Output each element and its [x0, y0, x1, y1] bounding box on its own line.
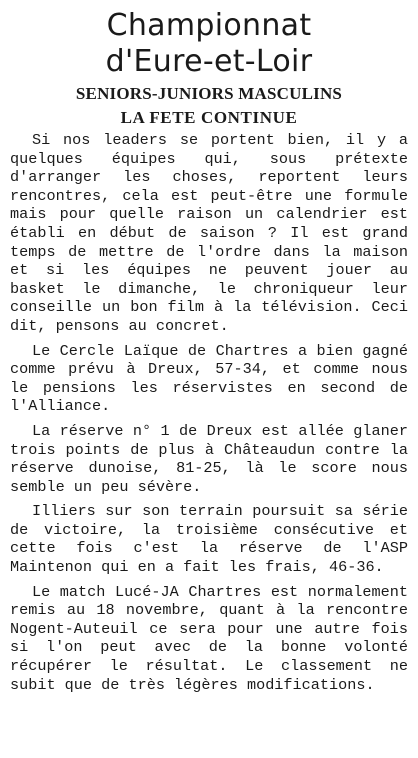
paragraph-intro: Si nos leaders se portent bien, il y a quelques équipes qui, sous prétexte d'arranger les choses, reportent leurs rencontres, cela est peut-être une formule mais pour quelle raison un calendrier est établi en début de saison ? Il est grand temps de mettre de l'ordre dans la maison et si les équipes ne peuvent jouer au basket le dimanche, le chroniqueur leur conseille un bon film à la télévision. Ceci dit, pensons au concret. [10, 131, 408, 335]
paragraph-luce: Le match Lucé-JA Chartres est normalement remis au 18 novembre, quant à la rencontre Nogent-Auteuil ce sera pour une autre fois si l'on peut avec de la bonne volonté récupérer le résultat. Le classement ne subit que de très légères modifications. [10, 582, 408, 694]
headline-line-1: Championnat [106, 8, 312, 43]
category-heading: SENIORS-JUNIORS MASCULINS [75, 84, 343, 103]
paragraph-chartres: Le Cercle Laïque de Chartres a bien gagné comme prévu à Dreux, 57-34, et comme nous le pensions les réservistes en second de l'Alliance. [10, 341, 408, 416]
article-subtitle: LA FETE CONTINUE [120, 108, 298, 127]
paragraph-illiers: Illiers sur son terrain poursuit sa série de victoire, la troisième consécutive et cette fois c'est la réserve de l'ASP Maintenon qui en a fait les frais, 46-36. [10, 502, 408, 577]
paragraph-dreux: La réserve n° 1 de Dreux est allée glaner trois points de plus à Châteaudun contre la réserve dunoise, 81-25, là le score nous semble un peu sévère. [10, 421, 408, 496]
newspaper-clipping [10, 0, 408, 758]
headline-line-2: d'Eure-et-Loir [105, 44, 313, 79]
headline [10, 8, 408, 80]
